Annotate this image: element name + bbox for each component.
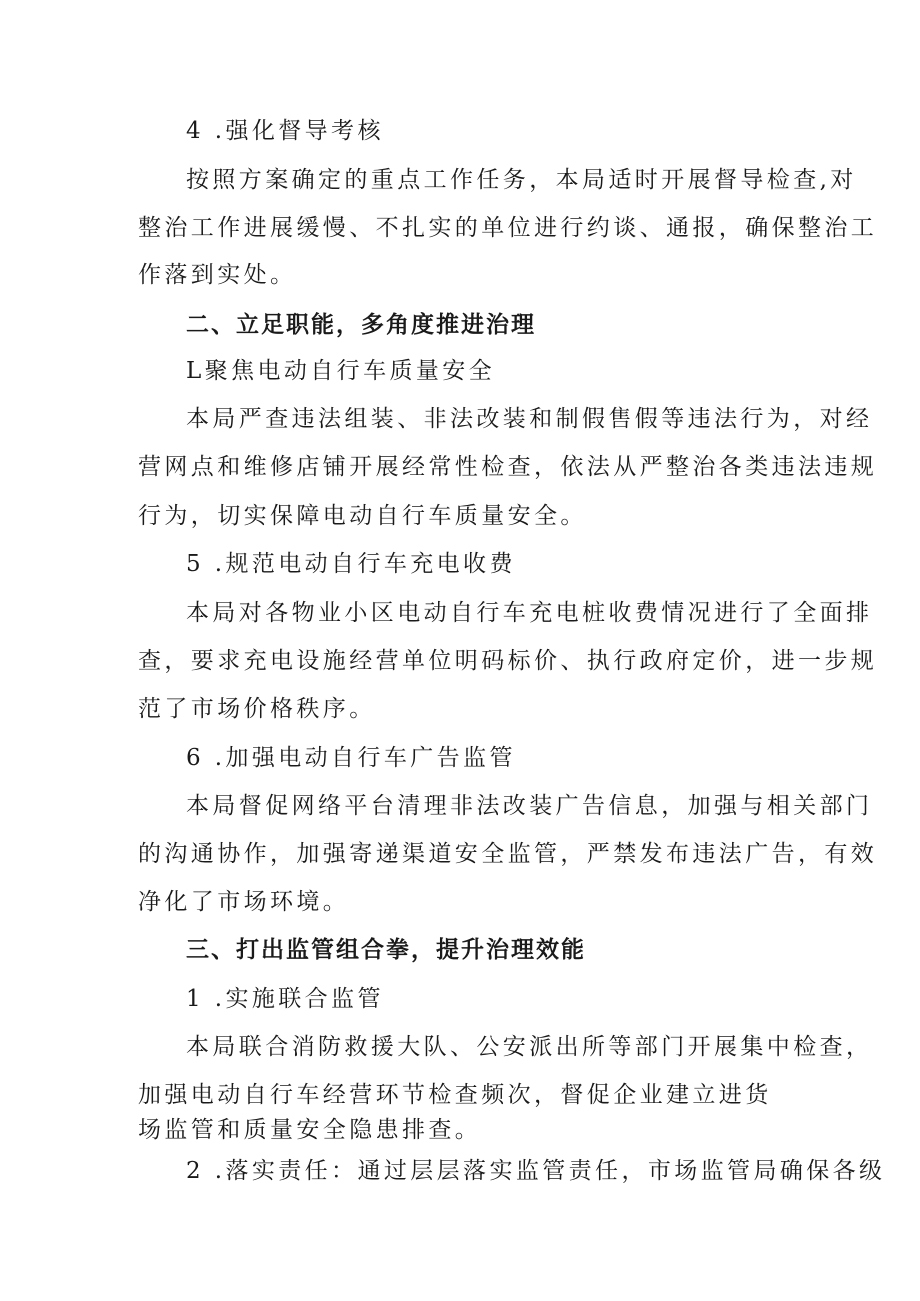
paragraph-line: 按照方案确定的重点工作任务，本局适时开展督导检查,对	[186, 167, 857, 193]
paragraph-line: 净化了市场环境。	[138, 889, 350, 915]
paragraph-line: 本局对各物业小区电动自行车充电桩收费情况进行了全面排	[186, 600, 873, 626]
paragraph-line: 本局严查违法组装、非法改装和制假售假等违法行为，对经	[186, 406, 873, 432]
paragraph-line: 的沟通协作，加强寄递渠道安全监管，严禁发布违法广告，有效	[138, 841, 878, 867]
section-heading-2: 二、立足职能，多角度推进治理	[186, 312, 536, 338]
paragraph-line: 行为，切实保障电动自行车质量安全。	[138, 503, 587, 529]
subsection-heading-1: L聚焦电动自行车质量安全	[186, 358, 496, 384]
paragraph-line: 作落到实处。	[138, 262, 297, 288]
subsection-heading-6: 6 .加强电动自行车广告监管	[186, 745, 516, 771]
section-heading-3: 三、打出监管组合拳，提升治理效能	[186, 937, 586, 963]
paragraph-line: 本局督促网络平台清理非法改装广告信息，加强与相关部门	[186, 793, 873, 819]
paragraph-line: 查，要求充电设施经营单位明码标价、执行政府定价，进一步规	[138, 648, 878, 674]
subsection-heading-4: 4 .强化督导考核	[186, 118, 384, 144]
subsection-heading-5: 5 .规范电动自行车充电收费	[186, 551, 516, 577]
subsection-heading-2b: 2 .落实责任：通过层层落实监管责任，市场监管局确保各级	[186, 1158, 886, 1184]
subsection-heading-1b: 1 .实施联合监管	[186, 986, 384, 1012]
paragraph-line: 场监管和质量安全隐患排查。	[138, 1117, 482, 1143]
paragraph-line: 本局联合消防救援大队、公安派出所等部门开展集中检查，	[186, 1034, 873, 1060]
paragraph-line: 范了市场价格秩序。	[138, 696, 376, 722]
paragraph-line: 整治工作进展缓慢、不扎实的单位进行约谈、通报，确保整治工	[138, 215, 878, 241]
paragraph-line: 营网点和维修店铺开展经常性检查，依法从严整治各类违法违规	[138, 454, 878, 480]
paragraph-line: 加强电动自行车经营环节检查频次，督促企业建立进货	[138, 1082, 772, 1108]
